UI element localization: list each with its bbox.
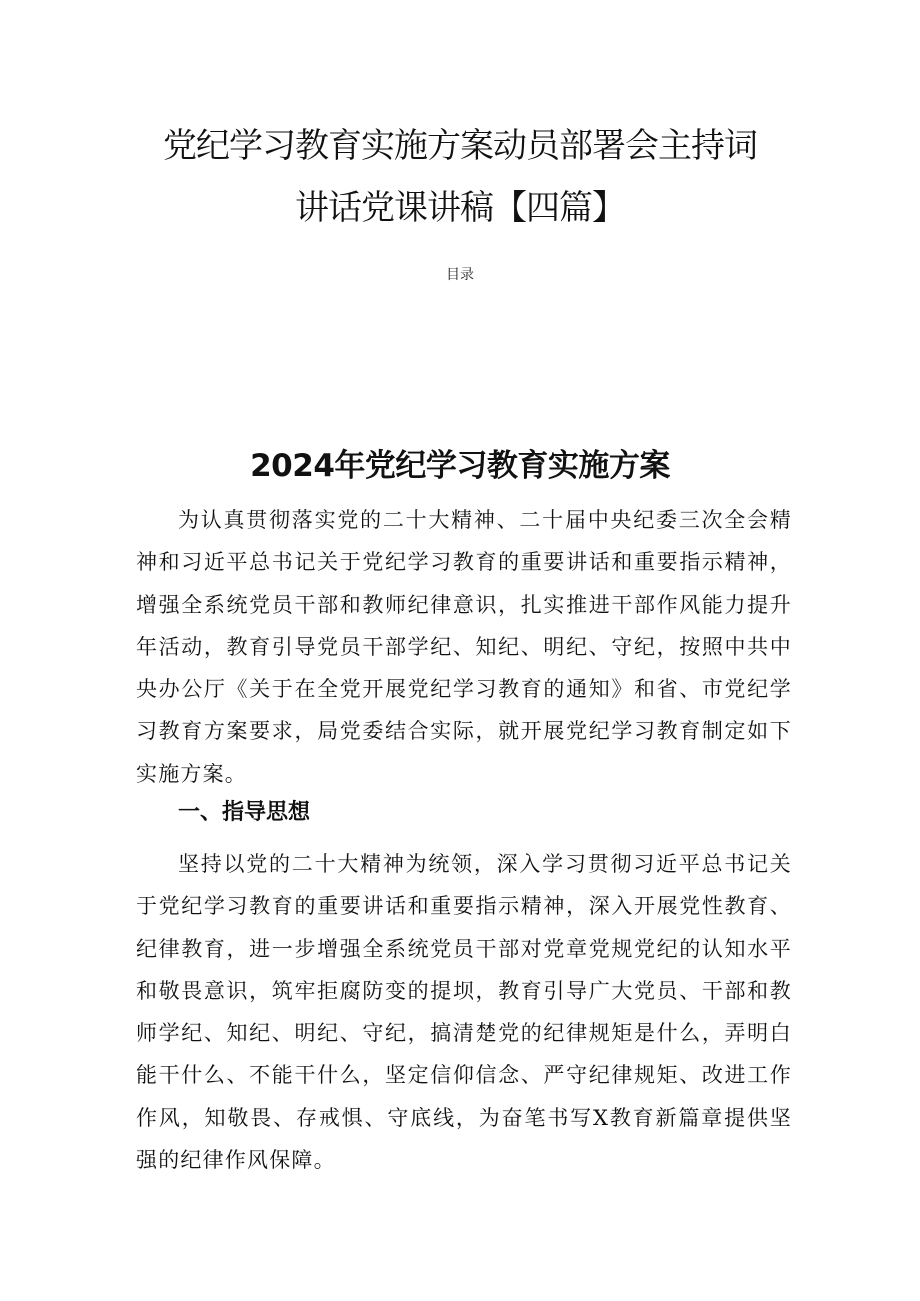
heading-guiding-ideology: 一、指导思想 (178, 800, 311, 825)
intro-paragraph: 为认真贯彻落实党的二十大精神、二十届中央纪委三次全会精神和习近平总书记关于党纪学习教育的重要讲话和重要指示精神，增强全系统党员干部和教师纪律意识，扎实推进干部作风能力提升年活动，教育引导党员干部学纪、知纪、明纪、守纪，按照中共中央办公厅《关于在全党开展党纪学习教育的通知》和省、市党纪学习教育方案要求，局党委结合实际，就开展党纪学习教育制定如下实施方案。 (136, 508, 792, 786)
document-title-line2: 讲话党课讲稿【四篇】 (295, 188, 625, 228)
section-title: 2024年党纪学习教育实施方案 (250, 448, 670, 484)
document-title-line1: 党纪学习教育实施方案动员部署会主持词 (163, 126, 757, 166)
guiding-ideology-paragraph: 坚持以党的二十大精神为统领，深入学习贯彻习近平总书记关于党纪学习教育的重要讲话和重要指示精神，深入开展党性教育、纪律教育，进一步增强全系统党员干部对党章党规党纪的认知水平和敬畏意识，筑牢拒腐防变的提坝，教育引导广大党员、干部和教师学纪、知纪、明纪、守纪，搞清楚党的纪律规矩是什么，弄明白能干什么、不能干什么，坚定信仰信念、严守纪律规矩、改进工作作风，知敬畏、存戒惧、守底线，为奋笔书写X教育新篇章提供坚强的纪律作风保障。 (136, 852, 792, 1173)
table-of-contents-label: 目录 (446, 267, 474, 283)
